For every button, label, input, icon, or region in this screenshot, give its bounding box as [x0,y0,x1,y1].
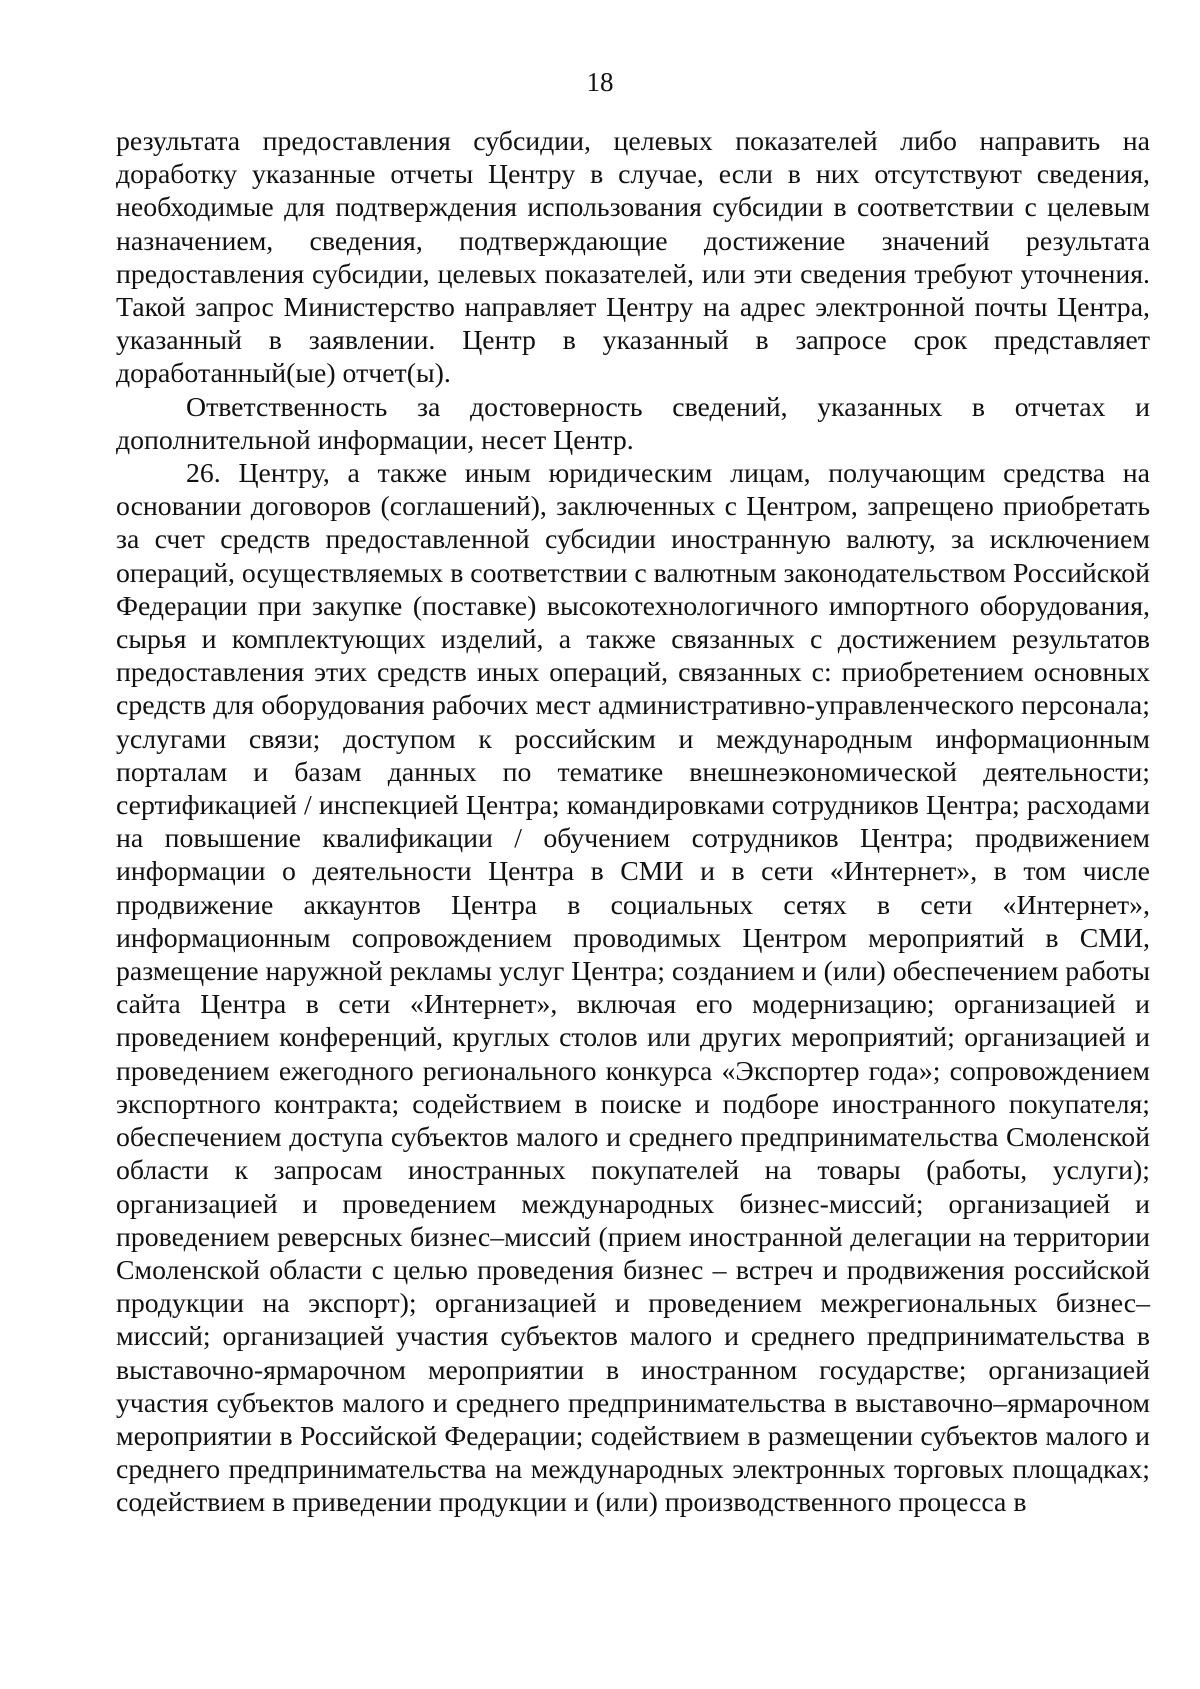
paragraph-26-currency-restriction: 26. Центру, а также иным юридическим лицам, получающим средства на основании договоров (соглашений), заключенных с Центром, запрещено приобретать за счет средств предоставленной субсидии иностранную валюту, за исключением операций, осуществляемых в соответствии с валютным законодательством Российской Федерации при закупке (поставке) высокотехнологичного импортного оборудования, сырья и комплектующих изделий, а также связанных с достижением результатов предоставления этих средств иных операций, связанных с: приобретением основных средств для оборудования рабочих мест административно-управленческого персонала; услугами связи; доступом к российским и международным информационным порталам и базам данных по тематике внешнеэкономической деятельности; сертификацией / инспекцией Центра; командировками сотрудников Центра; расходами на повышение квалификации / обучением сотрудников Центра; продвижением информации о деятельности Центра в СМИ и в сети «Интернет», в том числе продвижение аккаунтов Центра в социальных сетях в сети «Интернет», информационным сопровождением проводимых Центром мероприятий в СМИ, размещение наружной рекламы услуг Центра; созданием и (или) обеспечением работы сайта Центра в сети «Интернет», включая его модернизацию; организацией и проведением конференций, круглых столов или других мероприятий; организацией и проведением ежегодного регионального конкурса «Экспортер года»; сопровождением экспортного контракта; содействием в поиске и подборе иностранного покупателя; обеспечением доступа субъектов малого и среднего предпринимательства Смоленской области к запросам иностранных покупателей на товары (работы, услуги); организацией и проведением международных бизнес-миссий; организацией и проведением реверсных бизнес–миссий (прием иностранной делегации на территории Смоленской области с целью проведения бизнес – встреч и продвижения российской продукции на экспорт); организацией и проведением межрегиональных бизнес–миссий; организацией участия субъектов малого и среднего предпринимательства в выставочно-ярмарочном мероприятии в иностранном государстве; организацией участия субъектов малого и среднего предпринимательства в выставочно–ярмарочном мероприятии в Российской Федерации; содействием в размещении субъектов малого и среднего предпринимательства на международных электронных торговых площадках; содействием в приведении продукции и (или) производственного процесса в [116,458,1150,1519]
document-body [116,125,1150,1520]
paragraph-report-revision: результата предоставления субсидии, целевых показателей либо направить на доработку указанные отчеты Центру в случае, если в них отсутствуют сведения, необходимые для подтверждения использования субсидии в соответствии с целевым назначением, сведения, подтверждающие достижение значений результата предоставления субсидии, целевых показателей, или эти сведения требуют уточнения. Такой запрос Министерство направляет Центру на адрес электронной почты Центра, указанный в заявлении. Центр в указанный в запросе срок представляет доработанный(ые) отчет(ы). [116,126,1150,390]
page-number: 18 [586,67,614,97]
paragraph-responsibility: Ответственность за достоверность сведений, указанных в отчетах и дополнительной информации, несет Центр. [116,391,1150,456]
